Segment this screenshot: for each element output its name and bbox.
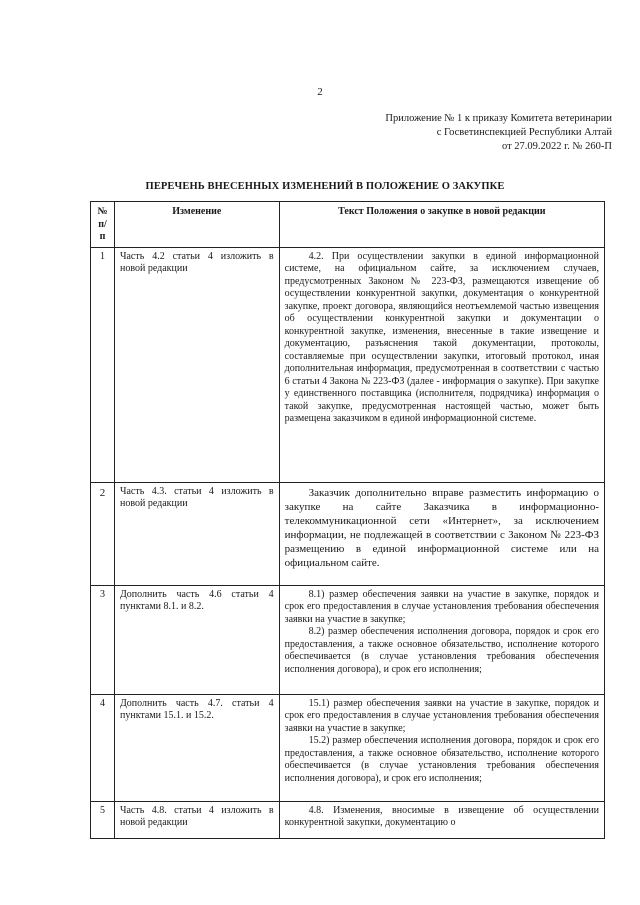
page-number: 2 — [317, 86, 323, 98]
table-row — [91, 247, 605, 482]
row-text — [279, 482, 604, 585]
row-text-paragraph: 15.1) размер обеспечения заявки на участие в закупке, порядок и срок его предоставления в случае установления требования обеспечения заявки на участие в закупке; — [284, 697, 599, 734]
header-change: Изменение — [114, 202, 279, 248]
row-text — [279, 247, 604, 482]
row-text-paragraph: Заказчик дополнительно вправе разместить информацию о закупке на сайте Заказчика в информационно-телекоммуникационной сети «Интернет», за исключением информации, не подлежащей в соответствии с Законом № 223-ФЗ размещению в единой информационной системе или на официальном сайте. — [284, 486, 599, 569]
row-text — [279, 694, 604, 801]
table-header-row — [91, 202, 605, 248]
row-text-paragraph: 15.2) размер обеспечения исполнения договора, порядок и срок его предоставления, а также основное обязательство, исполнение которого обеспечивается (в случае установления требования обеспечения исполнения договора), и срок его исполнения; — [284, 735, 599, 784]
row-change: Часть 4.8. статьи 4 изложить в новой редакции — [114, 801, 279, 838]
row-change: Дополнить часть 4.7. статьи 4 пунктами 15.1. и 15.2. — [114, 694, 279, 801]
table-row — [91, 585, 605, 694]
row-text-paragraph: 8.2) размер обеспечения исполнения договора, порядок и срок его предоставления, а также основное обязательство, исполнение которого обеспечивается (в случае установления требования обеспечения исполнения договора), и срок его исполнения; — [284, 626, 599, 675]
row-num: 2 — [91, 482, 115, 585]
appendix-line-1: Приложение № 1 к приказу Комитета ветеринарии — [385, 113, 612, 124]
row-text — [279, 801, 604, 838]
appendix-line-2: с Госветинспекцией Республики Алтай — [436, 127, 612, 138]
appendix-line-3: от 27.09.2022 г. № 260-П — [501, 141, 612, 152]
row-change: Часть 4.3. статьи 4 изложить в новой редакции — [114, 482, 279, 585]
row-text-paragraph: 8.1) размер обеспечения заявки на участие в закупке, порядок и срок его предоставления в случае установления требования обеспечения заявки на участие в закупке; — [284, 588, 599, 625]
row-num: 1 — [91, 247, 115, 482]
row-text-paragraph: 4.2. При осуществлении закупки в единой информационной системе, на официальном сайте, за исключением случаев, предусмотренных Законом № 223-ФЗ, размещаются извещение об осуществлении конкурентной закупки, документация о конкурентной закупке, проект договора, являющийся неотъемлемой частью извещения об осуществлении конкурентной закупки и документации о конкурентной закупке, изменения, внесенные в такие извещение и документацию, разъяснения такой документации, протоколы, составляемые при осуществлении закупки, итоговый протокол, иная дополнительная информация, предусмотренная в соответствии с частью 6 статьи 4 Закона № 223-ФЗ (далее - информация о закупке). При закупке у единственного поставщика (исполнителя, подрядчика) информация о такой закупке, предусмотренная настоящей частью, может быть размещена заказчиком в единой информационной системе. — [284, 250, 599, 424]
row-text-paragraph: 4.8. Изменения, вносимые в извещение об осуществлении конкурентной закупки, документацию о — [284, 804, 599, 828]
row-text — [279, 585, 604, 694]
row-num: 4 — [91, 694, 115, 801]
table-row — [91, 801, 605, 838]
changes-table — [90, 201, 605, 839]
row-change: Часть 4.2 статьи 4 изложить в новой редакции — [114, 247, 279, 482]
row-change: Дополнить часть 4.6 статьи 4 пунктами 8.1. и 8.2. — [114, 585, 279, 694]
header-num: № п/п — [91, 202, 115, 248]
table-row — [91, 482, 605, 585]
appendix-reference — [282, 112, 612, 154]
table-row — [91, 694, 605, 801]
row-num: 3 — [91, 585, 115, 694]
header-text: Текст Положения о закупке в новой редакции — [279, 202, 604, 248]
row-num: 5 — [91, 801, 115, 838]
document-title: ПЕРЕЧЕНЬ ВНЕСЕННЫХ ИЗМЕНЕНИЙ В ПОЛОЖЕНИЕ О ЗАКУПКЕ — [145, 181, 505, 192]
